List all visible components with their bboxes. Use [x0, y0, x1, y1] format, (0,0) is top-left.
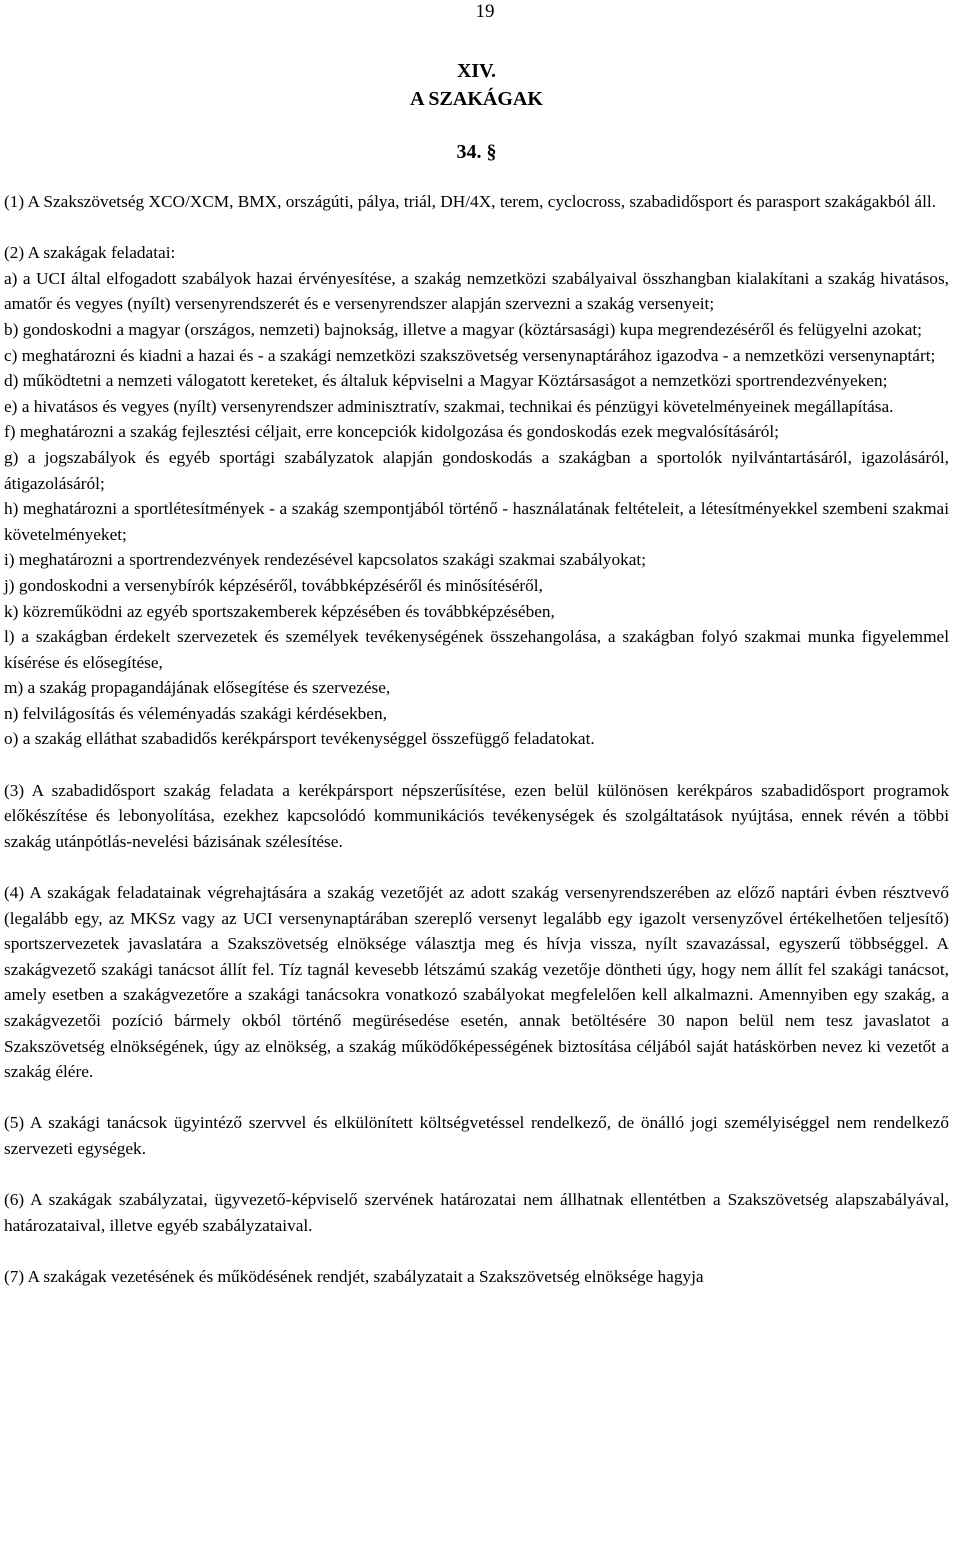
paragraph-2-intro: (2) A szakágak feladatai:: [4, 243, 176, 263]
list-item-e: e) a hivatásos és vegyes (nyílt) versenyrendszer adminisztratív, szakmai, technikai és pénzügyi követelményeinek megállapítása.: [4, 396, 894, 416]
list-item-o: o) a szakág elláthat szabadidős kerékpársport tevékenységgel összefüggő feladatokat.: [4, 729, 595, 749]
list-item-c: c) meghatározni és kiadni a hazai és - a szakági nemzetközi szakszövetség versenynaptárához igazodva - a nemzetközi versenynaptárt;: [4, 345, 936, 365]
page-number: 19: [475, 1, 495, 22]
paragraph-7: (7) A szakágak vezetésének és működésének rendjét, szabályzatait a Szakszövetség elnöksége hagyja: [4, 1266, 704, 1286]
list-item-b: b) gondoskodni a magyar (országos, nemzeti) bajnokság, illetve a magyar (köztársasági) kupa megrendezéséről és felügyelni azokat;: [4, 319, 922, 339]
paragraph-spacer: [4, 854, 949, 880]
paragraph-spacer: [4, 215, 949, 241]
list-item-k: k) közreműködni az egyéb sportszakemberek képzésében és továbbképzésében,: [4, 601, 555, 621]
paragraph-6: (6) A szakágak szabályzatai, ügyvezető-képviselő szervének határozatai nem állhatnak ellentétben a Szakszövetség alapszabályával, határozataival, illetve egyéb szabályzataival.: [4, 1190, 949, 1235]
paragraph-3: (3) A szabadidősport szakág feladata a kerékpársport népszerűsítése, ezen belül különösen kerékpáros szabadidősport programok előkészítése és lebonyolítása, ezekhez kapcsolódó kommunikációs tevékenységek és szolgáltatások nyújtása, ennek révén a többi szakág utánpótlás-nevelési bázisának szélesítése.: [4, 780, 949, 851]
list-item-j: j) gondoskodni a versenybírók képzéséről, továbbképzéséről és minősítéséről,: [4, 575, 543, 595]
chapter-title: A SZAKÁGAK: [410, 88, 543, 110]
document-body: [4, 189, 949, 1290]
list-item-n: n) felvilágosítás és véleményadás szakági kérdésekben,: [4, 703, 387, 723]
list-item-h: h) meghatározni a sportlétesítmények - a szakág szempontjából történő - használatának feltételeit, a létesítményekkel szembeni szakmai követelményeket;: [4, 499, 949, 544]
paragraph-spacer: [4, 1162, 949, 1188]
list-item-i: i) meghatározni a sportrendezvények rendezésével kapcsolatos szakági szakmai szabályokat;: [4, 550, 647, 570]
list-item-d: d) működtetni a nemzeti válogatott kereteket, és általuk képviselni a Magyar Köztársaságot a nemzetközi sportrendezvényeken;: [4, 371, 888, 391]
list-item-g: g) a jogszabályok és egyéb sportági szabályzatok alapján gondoskodás a szakágban a sportolók nyilvántartásáról, igazolásáról, átigazolásáról;: [4, 447, 949, 493]
list-item-l: l) a szakágban érdekelt szervezetek és személyek tevékenységének összehangolása, a szakágban folyó szakmai munka figyelemmel kísérése és elősegítése,: [4, 627, 949, 672]
paragraph-1: (1) A Szakszövetség XCO/XCM, BMX, országúti, pálya, triál, DH/4X, terem, cyclocross, szabadidősport és parasport szakágakból áll.: [4, 192, 937, 211]
chapter-number: XIV.: [456, 60, 497, 82]
list-item-m: m) a szakág propagandájának elősegítése és szervezése,: [4, 678, 391, 698]
tasks-list: [4, 266, 949, 752]
paragraph-spacer: [4, 1085, 949, 1111]
section-heading: 34. §: [456, 141, 497, 163]
list-item-a: a) a UCI által elfogadott szabályok hazai érvényesítése, a szakág nemzetközi szabályaival összhangban kialakítani a szakág hivatásos, amatőr és vegyes (nyílt) versenyrendszerét és e versenyrendszer alapján szervezni a szakág versenyeit;: [4, 268, 949, 314]
paragraph-5: (5) A szakági tanácsok ügyintéző szervvel és elkülönített költségvetéssel rendelkező, de önálló jogi személyiséggel nem rendelkező szervezeti egységek.: [4, 1113, 949, 1158]
paragraph-spacer: [4, 752, 949, 778]
paragraph-spacer: [4, 1238, 949, 1264]
list-item-f: f) meghatározni a szakág fejlesztési céljait, erre koncepciók kidolgozása és gondoskodás ezek megvalósításáról;: [4, 422, 779, 442]
paragraph-4: (4) A szakágak feladatainak végrehajtására a szakág vezetőjét az adott szakág versenyrendszerében az előző naptári évben résztvevő (legalább egy, az MKSz vagy az UCI versenynaptárában szereplő versenyt legalább egy igazolt versenyzővel értékelhetően teljesítő) sportszervezetek javaslatára a Szakszövetség elnöksége választja meg és hívja vissza, nyílt szavazással, egyszerű többséggel. A szakágvezető szakági tanácsot állít fel. Tíz tagnál kevesebb létszámú szakág vezetője döntheti úgy, hogy nem állít fel szakági tanácsot, amely esetben a szakágvezetőre a szakági tanácsokra vonatkozó szabályokat megfelelően kell alkalmazni. Amennyiben egy szakág, a szakágvezetői pozíció bármely okból történő megürésedése esetén, annak betöltésére 30 napon belül nem tesz javaslatot a Szakszövetség elnökségének, úgy az elnökség, a szakág működőképességének biztosítása céljából saját hatáskörben nevez ki vezetőt a szakág élére.: [4, 883, 949, 1082]
